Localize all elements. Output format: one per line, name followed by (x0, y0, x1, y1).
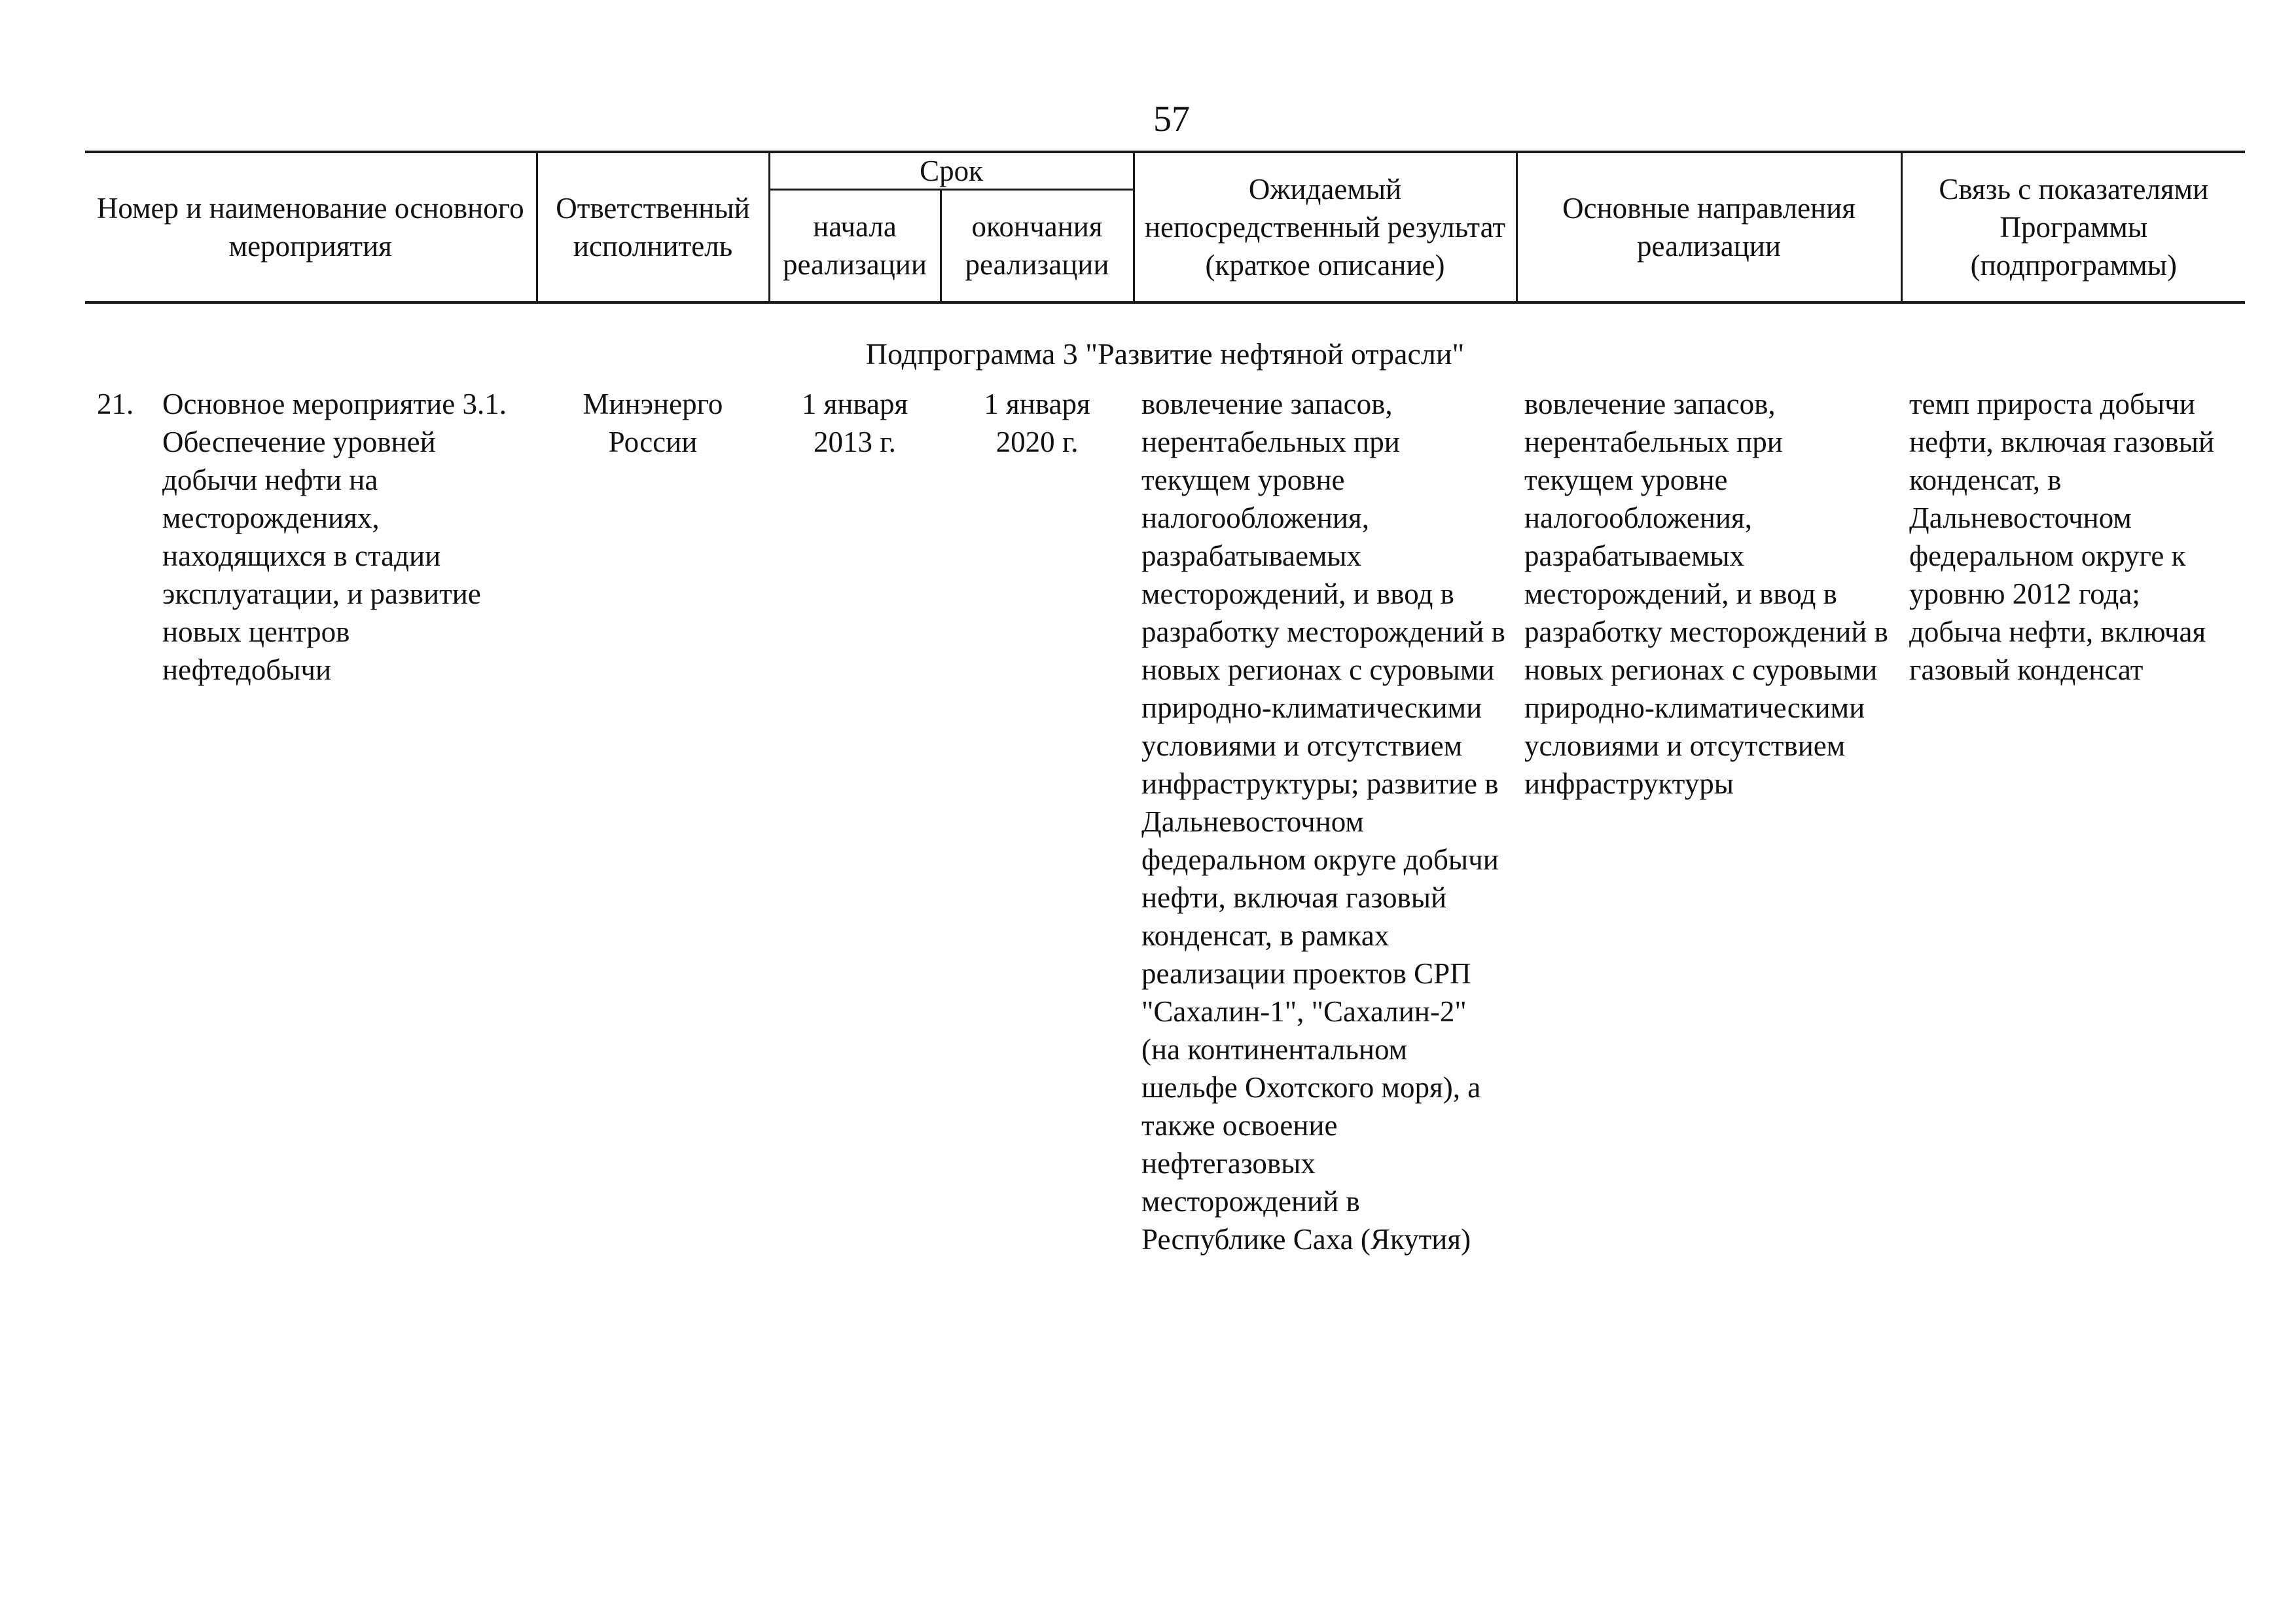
directions-cell: вовлечение запасов, нерентабельных при текущем уровне налогообложения, разрабатываемых месторождений, и ввод в разработку месторождений в новых регионах с суровыми природно-климатическими условиями и отсутствием инфраструктуры (1524, 387, 1888, 800)
executor-line-2: России (608, 425, 698, 458)
subprogram-row (85, 302, 2245, 381)
header-term: Срок (769, 152, 1134, 190)
result-cell: вовлечение запасов, нерентабельных при текущем уровне налогообложения, разрабатываемых месторождений, и ввод в разработку месторождений в новых регионах с суровыми природно-климатическими условиями и отсутствием инфраструктуры; развитие в Дальневосточном федеральном округе добычи нефти, включая газовый конденсат, в рамках реализации проектов СРП "Сахалин-1", "Сахалин-2" (на континентальном шельфе Охотского моря), а также освоение нефтегазовых месторождений в Республике Саха (Якутия) (1141, 387, 1505, 1256)
measure-cell (85, 381, 537, 1262)
header-term-end: окончания реализации (941, 190, 1134, 302)
end-date-line-1: 1 января (984, 387, 1090, 420)
row-number: 21. (97, 387, 134, 420)
measures-table (85, 151, 2245, 1262)
table-row (85, 381, 2245, 1262)
start-date-cell (769, 381, 941, 1262)
start-date-line-1: 1 января (801, 387, 908, 420)
end-date-cell (941, 381, 1134, 1262)
start-date-line-2: 2013 г. (814, 425, 896, 458)
measure-name: Основное мероприятие 3.1. Обеспечение уровней добычи нефти на месторождениях, находящихся в стадии эксплуатации, и развитие новых центров нефтедобычи (162, 387, 507, 686)
indicators-cell: темп прироста добычи нефти, включая газовый конденсат, в Дальневосточном федеральном округе к уровню 2012 года; добыча нефти, включая газовый конденсат (1909, 387, 2215, 686)
page-number: 57 (1153, 99, 1190, 139)
executor-line-1: Минэнерго (583, 387, 723, 420)
header-executor: Ответственный исполнитель (537, 152, 769, 302)
header-directions: Основные направления реализации (1516, 152, 1901, 302)
subprogram-title: Подпрограмма 3 "Развитие нефтяной отрасли" (865, 337, 1465, 371)
header-term-start: начала реализации (769, 190, 941, 302)
executor-cell (537, 381, 769, 1262)
end-date-line-2: 2020 г. (996, 425, 1079, 458)
header-indicators: Связь с показателями Программы (подпрограммы) (1901, 152, 2245, 302)
header-name: Номер и наименование основного мероприятия (85, 152, 537, 302)
table-header (85, 152, 2245, 302)
table-body (85, 302, 2245, 1262)
header-result: Ожидаемый непосредственный результат (краткое описание) (1134, 152, 1516, 302)
measures-table-container (85, 151, 2245, 1262)
